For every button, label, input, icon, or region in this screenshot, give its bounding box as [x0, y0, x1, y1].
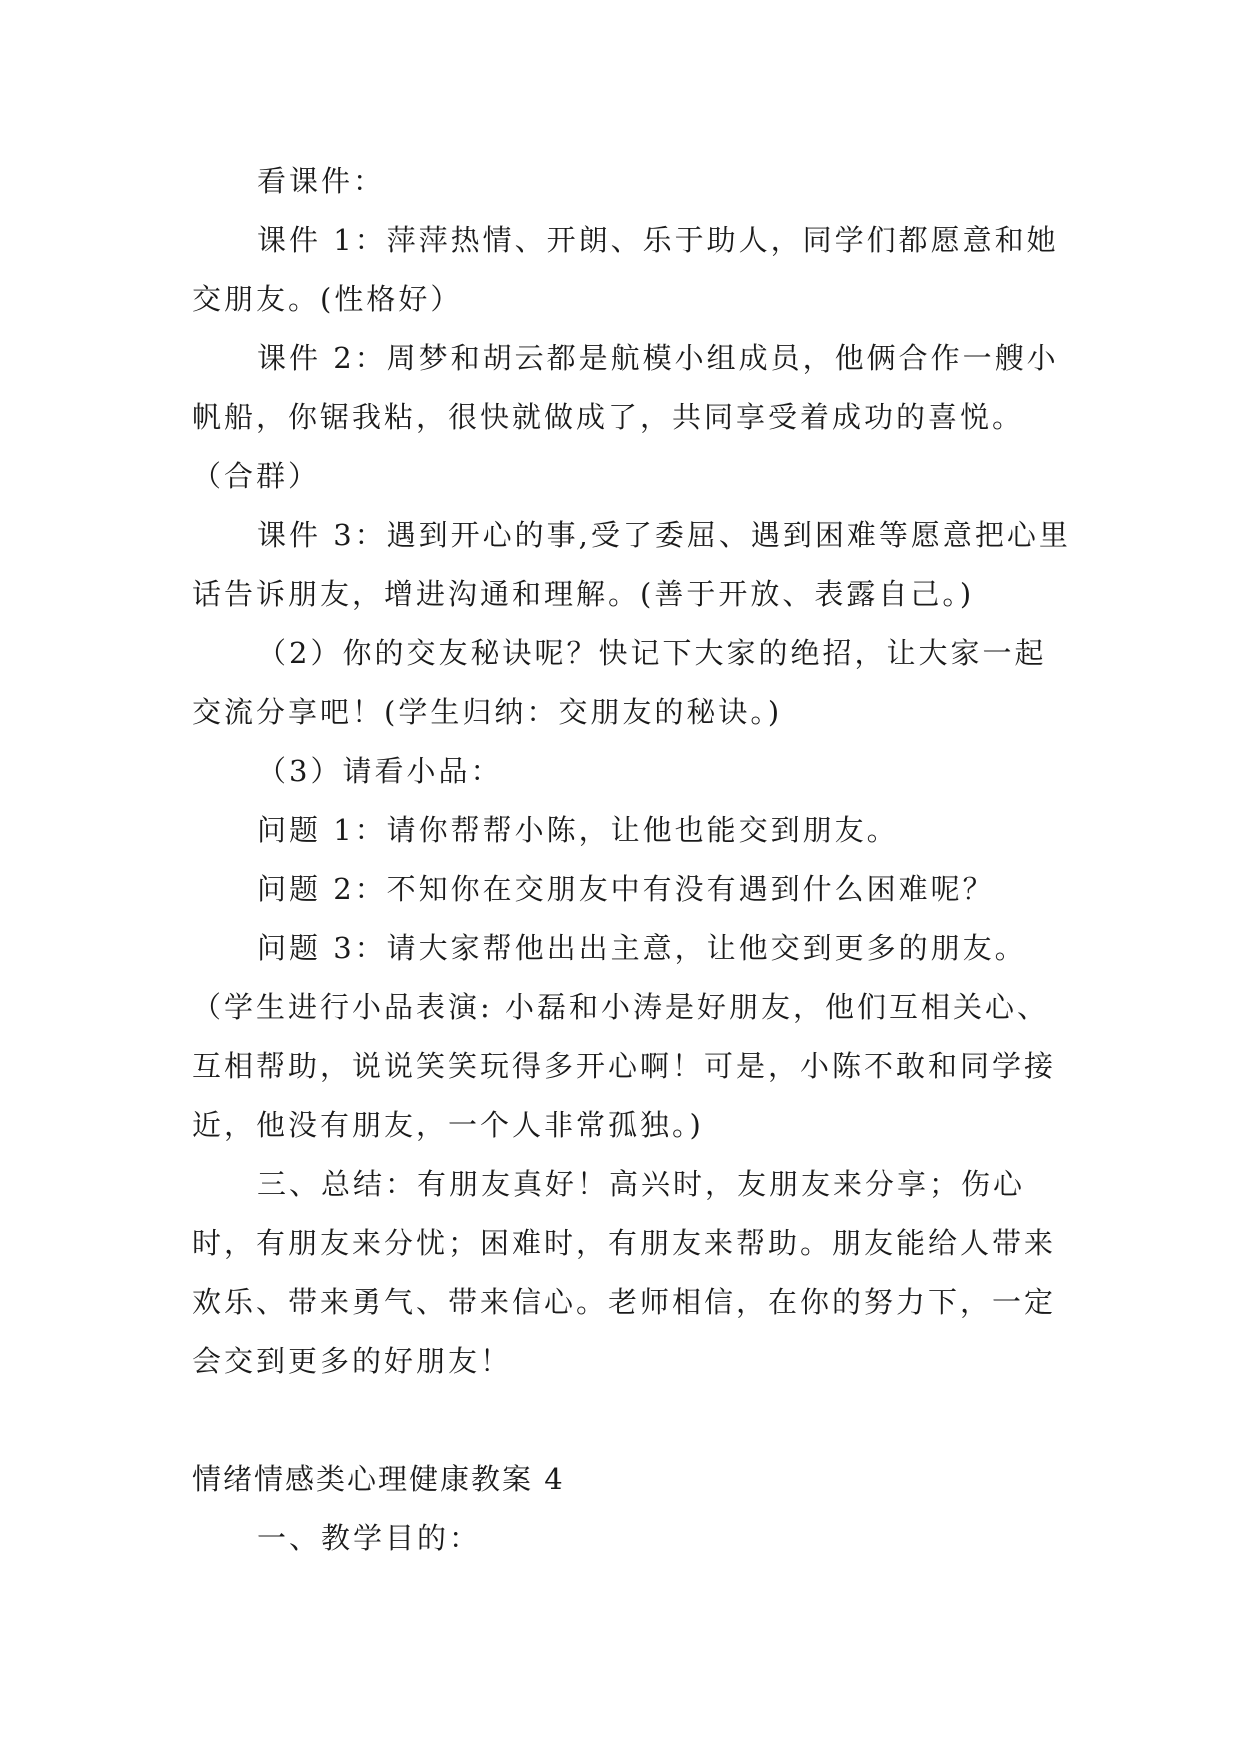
paragraph-friendship-tips: （2）你的交友秘诀呢？快记下大家的绝招，让大家一起交流分享吧！(学生归纳：交朋友的秘诀。) [192, 636, 1047, 729]
paragraph-teaching-goal: 一、教学目的： [257, 1521, 482, 1555]
section-spacer [192, 1391, 1072, 1450]
paragraph-courseware-3: 课件 3：遇到开心的事,受了委屈、遇到困难等愿意把心里话告诉朋友，增进沟通和理解。(善于开放、表露自己。) [192, 518, 1071, 611]
paragraph-courseware-2: 课件 2：周梦和胡云都是航模小组成员，他俩合作一艘小帆船，你锯我粘，很快就做成了，共同享受着成功的喜悦。（合群） [192, 341, 1059, 493]
paragraph-question-2: 问题 2：不知你在交朋友中有没有遇到什么困难呢？ [257, 872, 995, 906]
paragraph-summary: 三、总结：有朋友真好！高兴时，友朋友来分享；伤心时，有朋友来分忧；困难时，有朋友来帮助。朋友能给人带来欢乐、带来勇气、带来信心。老师相信，在你的努力下，一定会交到更多的好朋友！ [192, 1167, 1057, 1378]
section-title: 情绪情感类心理健康教案 4 [192, 1462, 565, 1496]
paragraph-courseware-1: 课件 1：萍萍热情、开朗、乐于助人，同学们都愿意和她交朋友。(性格好） [192, 223, 1059, 316]
document-body [192, 152, 1072, 1568]
paragraph-question-1: 问题 1：请你帮帮小陈，让他也能交到朋友。 [257, 813, 899, 847]
paragraph-skit: （3）请看小品： [257, 754, 503, 788]
paragraph-view-courseware: 看课件： [257, 164, 386, 198]
paragraph-question-3: 问题 3：请大家帮他出出主意，让他交到更多的朋友。（学生进行小品表演: 小磊和小涛是好朋友，他们互相关心、互相帮助，说说笑笑玩得多开心啊！可是，小陈不敢和同学接近，他没有朋友，一个人非常孤独。) [192, 931, 1057, 1142]
